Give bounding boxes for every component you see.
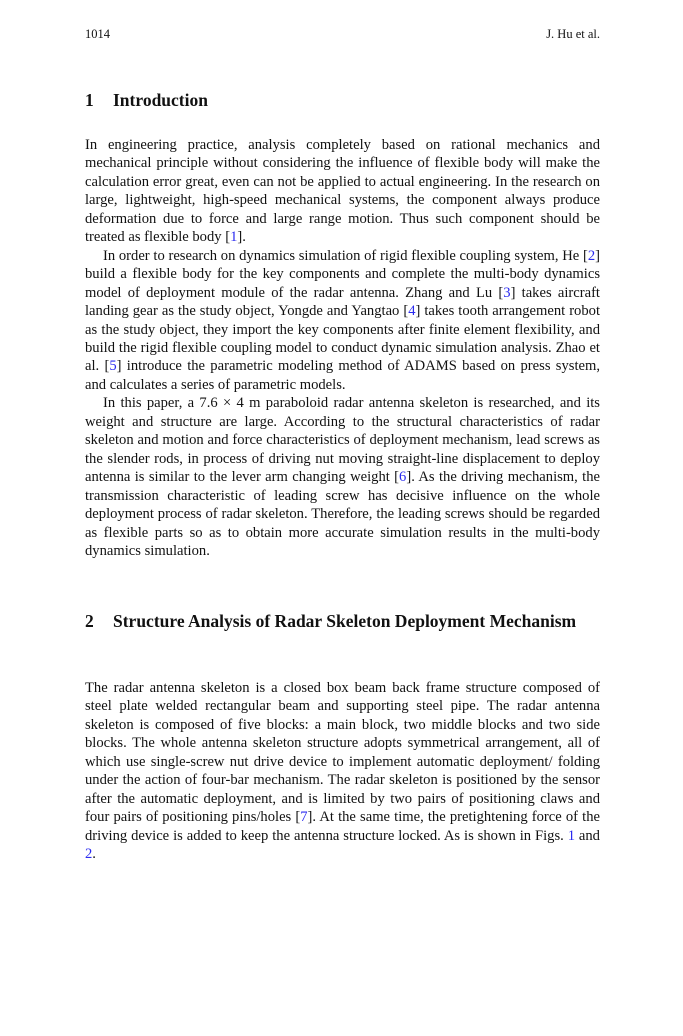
citation-link[interactable]: 6 — [399, 469, 407, 486]
paragraph: In order to research on dynamics simulation of rigid flexible coupling system, He [2] build a flexible body for the key components and complete the multi-body dynamics model of deployment module of the radar antenna. Zhang and Lu [3] takes aircraft landing gear as the study object, Yongde and Yangtao [4] takes tooth arrangement robot as the study object, they import the key components after finite element flexibility, and build the rigid flexible coupling model to conduct dynamic simulation analysis. Zhao et al. [5] introduce the parametric modeling method of ADAMS based on press system, and calculates a series of parametric models. — [85, 247, 600, 393]
running-header — [85, 27, 600, 42]
citation-link[interactable]: 1 — [567, 827, 575, 844]
paragraph: In engineering practice, analysis completely based on rational mechanics and mechanical principle without considering the influence of flexible body will make the calculation error great, even can not be applied to actual engineering. In the research on large, lightweight, high-speed mechanical systems, the component always produce deformation due to force and large range motion. Thus such component should be treated as flexible body [1]. — [85, 137, 600, 246]
citation-link[interactable]: 7 — [300, 809, 308, 826]
section-body — [85, 679, 600, 864]
section-body — [85, 136, 600, 560]
paragraph: In this paper, a 7.6 × 4 m paraboloid radar antenna skeleton is researched, and its weight and structure are large. According to the structural characteristics of radar skeleton and motion and force characteristics of deployment mechanism, lead screws as the slender rods, in process of driving nut moving straight-line displacement to deploy antenna is similar to the lever arm changing weight [6]. As the driving mechanism, the transmission characteristic of leading screw has decisive influence on the whole deployment process of radar skeleton. Therefore, the leading screws should be regarded as flexible parts so as to obtain more accurate simulation results in the multi-body dynamics simulation. — [85, 395, 600, 559]
citation-link[interactable]: 4 — [408, 303, 416, 320]
section-heading-structure-analysis — [85, 610, 600, 632]
running-author: J. Hu et al. — [546, 27, 600, 41]
citation-link[interactable]: 2 — [85, 846, 93, 863]
section-number: 1 — [85, 90, 94, 110]
section-number: 2 — [85, 611, 94, 631]
section-title: Introduction — [113, 90, 208, 110]
section-heading-introduction — [85, 89, 600, 111]
citation-link[interactable]: 3 — [503, 284, 511, 301]
citation-link[interactable]: 1 — [230, 229, 238, 246]
page-number: 1014 — [85, 27, 110, 41]
citation-link[interactable]: 2 — [587, 247, 596, 264]
paragraph: The radar antenna skeleton is a closed box beam back frame structure composed of steel plate welded rectangular beam and supporting steel pipe. The radar antenna skeleton is composed of five blocks: a main block, two middle blocks and two side blocks. The whole antenna skeleton structure adopts symmetrical arrangement, all of which use single-screw nut drive device to implement automatic deployment/ folding under the action of four-bar mechanism. The radar skeleton is positioned by the sensor after the automatic deployment, and is limited by two pairs of positioning claws and four pairs of positioning pins/holes [7]. At the same time, the pretightening force of the driving device is added to keep the antenna structure locked. As is shown in Figs. 1 and 2. — [85, 680, 600, 863]
section-title: Structure Analysis of Radar Skeleton Deployment Mechanism — [113, 611, 577, 631]
citation-link[interactable]: 5 — [109, 358, 117, 375]
